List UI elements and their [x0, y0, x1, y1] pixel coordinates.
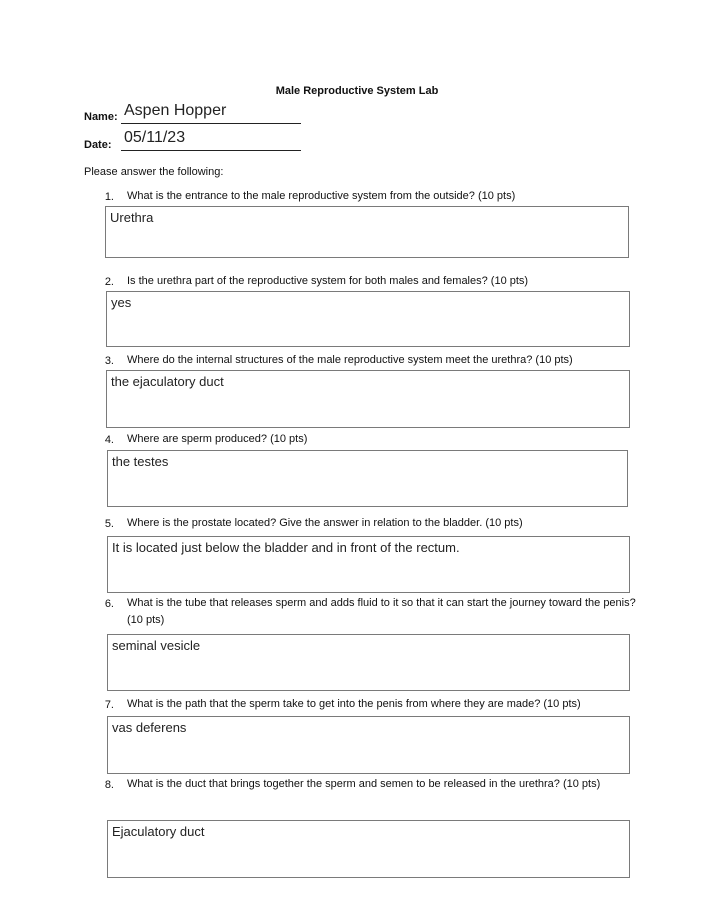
question-number: 2. [104, 276, 114, 288]
answer-box[interactable] [106, 291, 630, 347]
question-number: 6. [104, 598, 114, 610]
question-number: 7. [104, 699, 114, 711]
answer-box[interactable] [107, 716, 630, 774]
question-number: 5. [104, 518, 114, 530]
name-value[interactable]: Aspen Hopper [124, 102, 227, 119]
instructions: Please answer the following: [84, 166, 224, 178]
name-label: Name: [84, 111, 118, 123]
question-text: What is the tube that releases sperm and adds fluid to it so that it can start the journey toward the penis? (10 pts) [127, 597, 636, 626]
answer-text: It is located just below the bladder and in front of the rectum. [112, 540, 460, 555]
question-text: Where is the prostate located? Give the answer in relation to the bladder. (10 pts) [127, 517, 523, 529]
question-text: Is the urethra part of the reproductive system for both males and females? (10 pts) [127, 275, 529, 287]
answer-box[interactable] [107, 450, 628, 507]
answer-text: vas deferens [112, 720, 187, 735]
answer-text: seminal vesicle [112, 638, 201, 653]
question-number: 1. [104, 191, 114, 203]
question-text: What is the duct that brings together the sperm and semen to be released in the urethra? (10 pts) [127, 778, 601, 790]
name-underline [121, 123, 301, 124]
answer-text: Ejaculatory duct [112, 824, 205, 839]
question-number: 8. [104, 779, 114, 791]
date-underline [121, 150, 301, 151]
answer-box[interactable] [107, 536, 630, 593]
answer-text: yes [111, 295, 132, 310]
question-number: 3. [104, 355, 114, 367]
question-text: What is the path that the sperm take to get into the penis from where they are made? (10 pts) [127, 698, 581, 710]
answer-box[interactable] [105, 206, 629, 258]
date-value[interactable]: 05/11/23 [124, 129, 186, 146]
question-text: What is the entrance to the male reproductive system from the outside? (10 pts) [127, 190, 516, 202]
answer-text: Urethra [110, 210, 154, 225]
worksheet-title: Male Reproductive System Lab [275, 85, 439, 97]
question-text: Where are sperm produced? (10 pts) [127, 433, 308, 445]
answer-text: the testes [112, 454, 169, 469]
answer-box[interactable] [106, 370, 630, 428]
answer-box[interactable] [107, 820, 630, 878]
question-text: Where do the internal structures of the male reproductive system meet the urethra? (10 pts) [127, 354, 573, 366]
date-label: Date: [84, 139, 112, 151]
answer-box[interactable] [107, 634, 630, 691]
question-number: 4. [104, 434, 114, 446]
answer-text: the ejaculatory duct [111, 374, 224, 389]
